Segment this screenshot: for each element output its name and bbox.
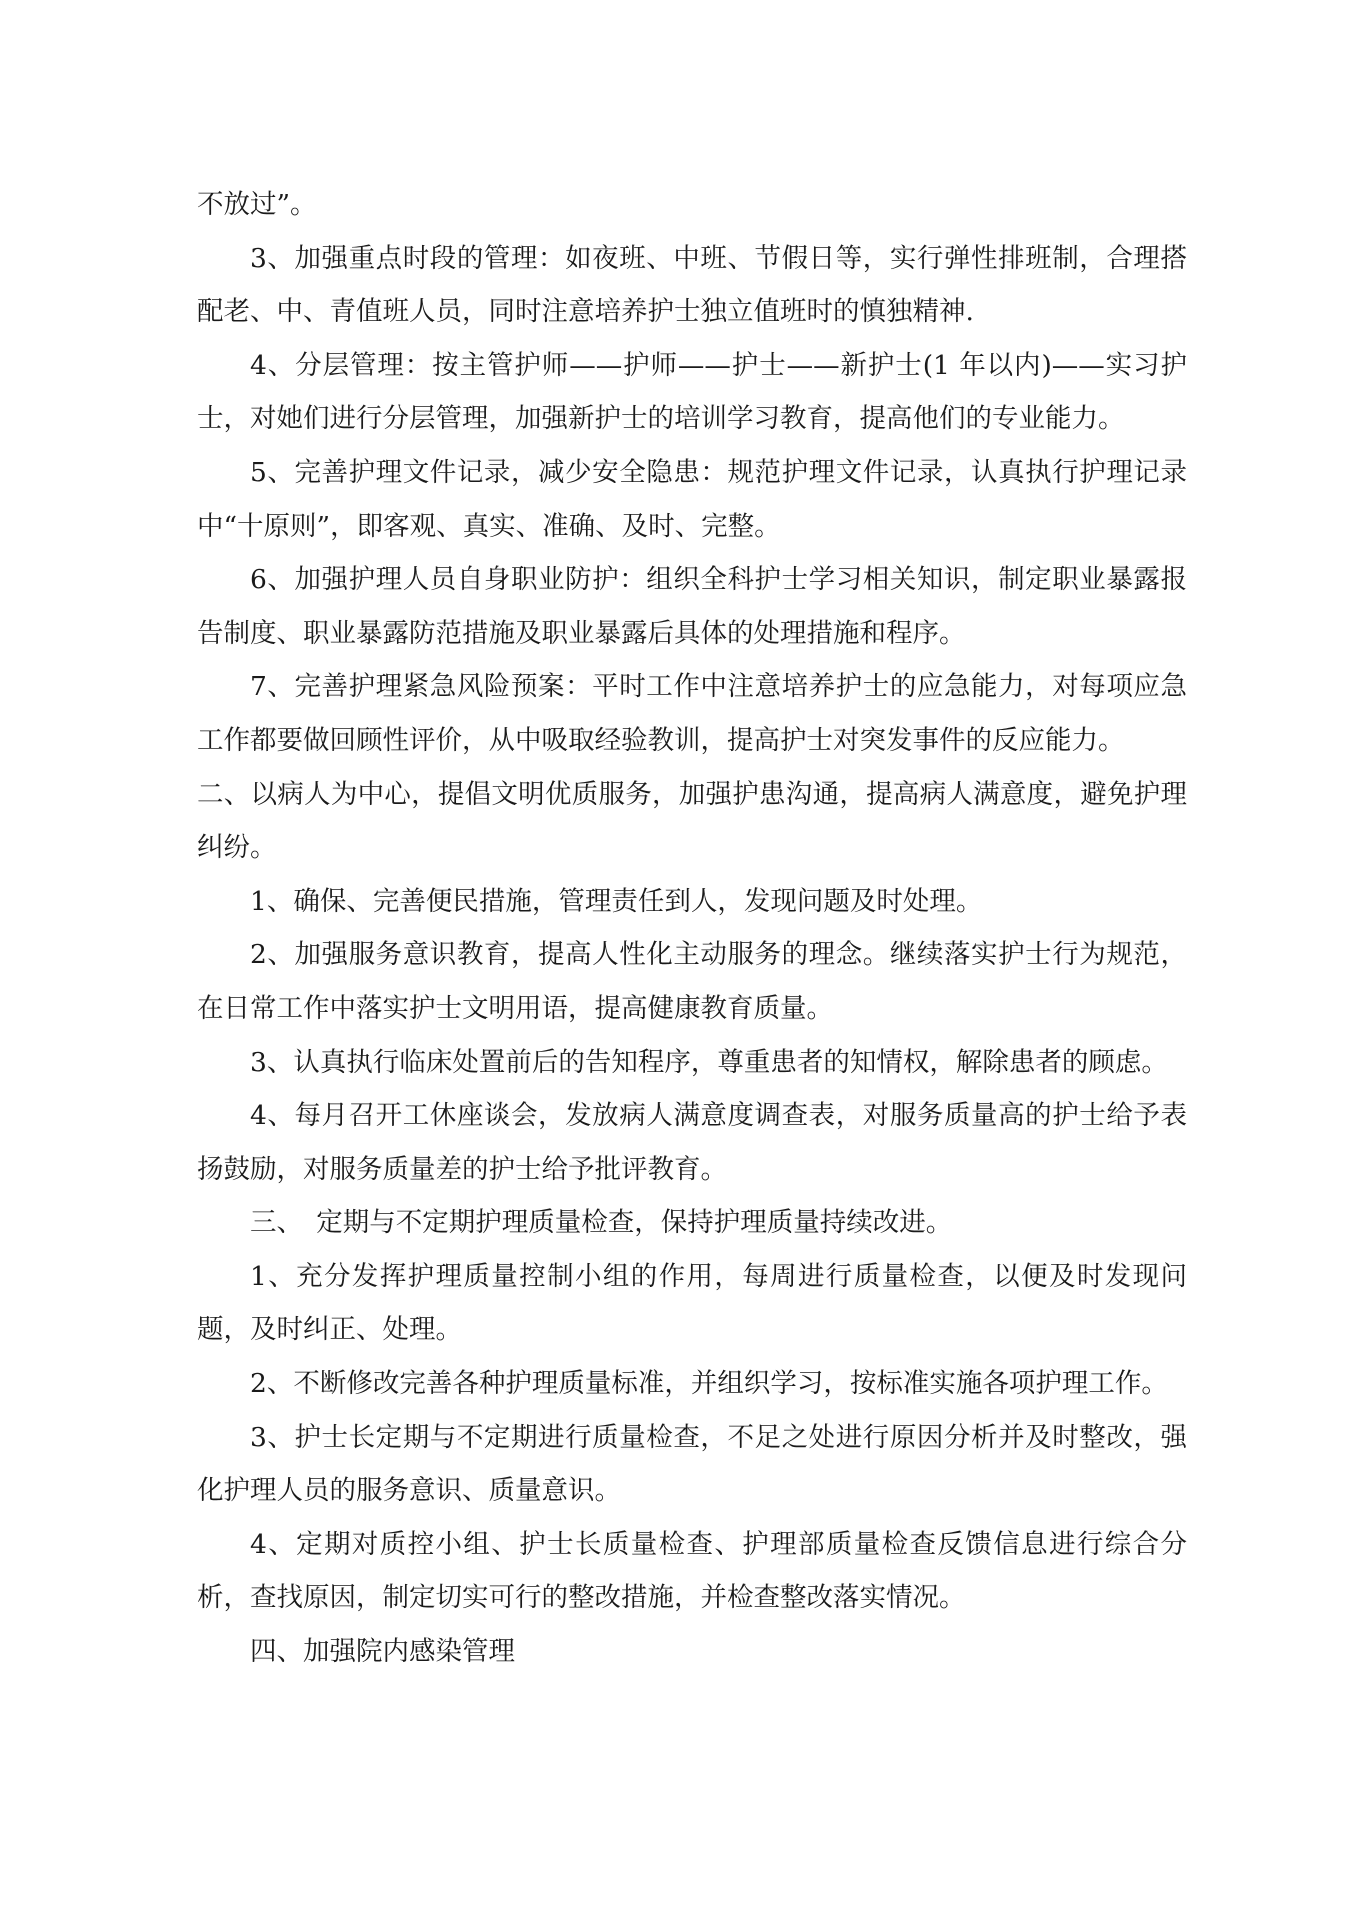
document-body [197, 178, 1187, 1679]
section-heading: 二、以病人为中心，提倡文明优质服务，加强护患沟通，提高病人满意度，避免护理纠纷。 [197, 778, 1187, 864]
paragraph-item: 3、认真执行临床处置前后的告知程序，尊重患者的知情权，解除患者的顾虑。 [250, 1046, 1168, 1078]
paragraph-item: 2、加强服务意识教育，提高人性化主动服务的理念。继续落实护士行为规范，在日常工作中落实护士文明用语，提高健康教育质量。 [197, 939, 1187, 1024]
paragraph-continuation: 不放过”。 [197, 189, 317, 220]
paragraph-item: 1、充分发挥护理质量控制小组的作用，每周进行质量检查，以便及时发现问题，及时纠正、处理。 [197, 1260, 1187, 1346]
paragraph-item: 4、分层管理：按主管护师——护师——护士——新护士(1 年以内)——实习护士，对她们进行分层管理，加强新护士的培训学习教育，提高他们的专业能力。 [197, 349, 1187, 435]
paragraph-item: 3、护士长定期与不定期进行质量检查，不足之处进行原因分析并及时整改，强化护理人员的服务意识、质量意识。 [197, 1421, 1187, 1507]
paragraph-item: 3、加强重点时段的管理：如夜班、中班、节假日等，实行弹性排班制，合理搭配老、中、青值班人员，同时注意培养护士独立值班时的慎独精神. [197, 242, 1187, 328]
section-heading: 三、 定期与不定期护理质量检查，保持护理质量持续改进。 [250, 1207, 953, 1239]
paragraph-item: 7、完善护理紧急风险预案：平时工作中注意培养护士的应急能力，对每项应急工作都要做回顾性评价，从中吸取经验教训，提高护士对突发事件的反应能力。 [197, 671, 1187, 756]
paragraph-item: 5、完善护理文件记录，减少安全隐患：规范护理文件记录，认真执行护理记录中“十原则”，即客观、真实、准确、及时、完整。 [197, 456, 1187, 542]
paragraph-item: 6、加强护理人员自身职业防护：组织全科护士学习相关知识，制定职业暴露报告制度、职业暴露防范措施及职业暴露后具体的处理措施和程序。 [197, 564, 1187, 649]
paragraph-item: 4、定期对质控小组、护士长质量检查、护理部质量检查反馈信息进行综合分析，查找原因，制定切实可行的整改措施，并检查整改落实情况。 [197, 1528, 1187, 1614]
paragraph-item: 1、确保、完善便民措施，管理责任到人，发现问题及时处理。 [250, 885, 983, 917]
paragraph-item: 2、不断修改完善各种护理质量标准，并组织学习，按标准实施各项护理工作。 [250, 1368, 1168, 1400]
section-heading: 四、加强院内感染管理 [250, 1636, 515, 1668]
paragraph-item: 4、每月召开工休座谈会，发放病人满意度调查表，对服务质量高的护士给予表扬鼓励，对服务质量差的护士给予批评教育。 [197, 1100, 1187, 1185]
